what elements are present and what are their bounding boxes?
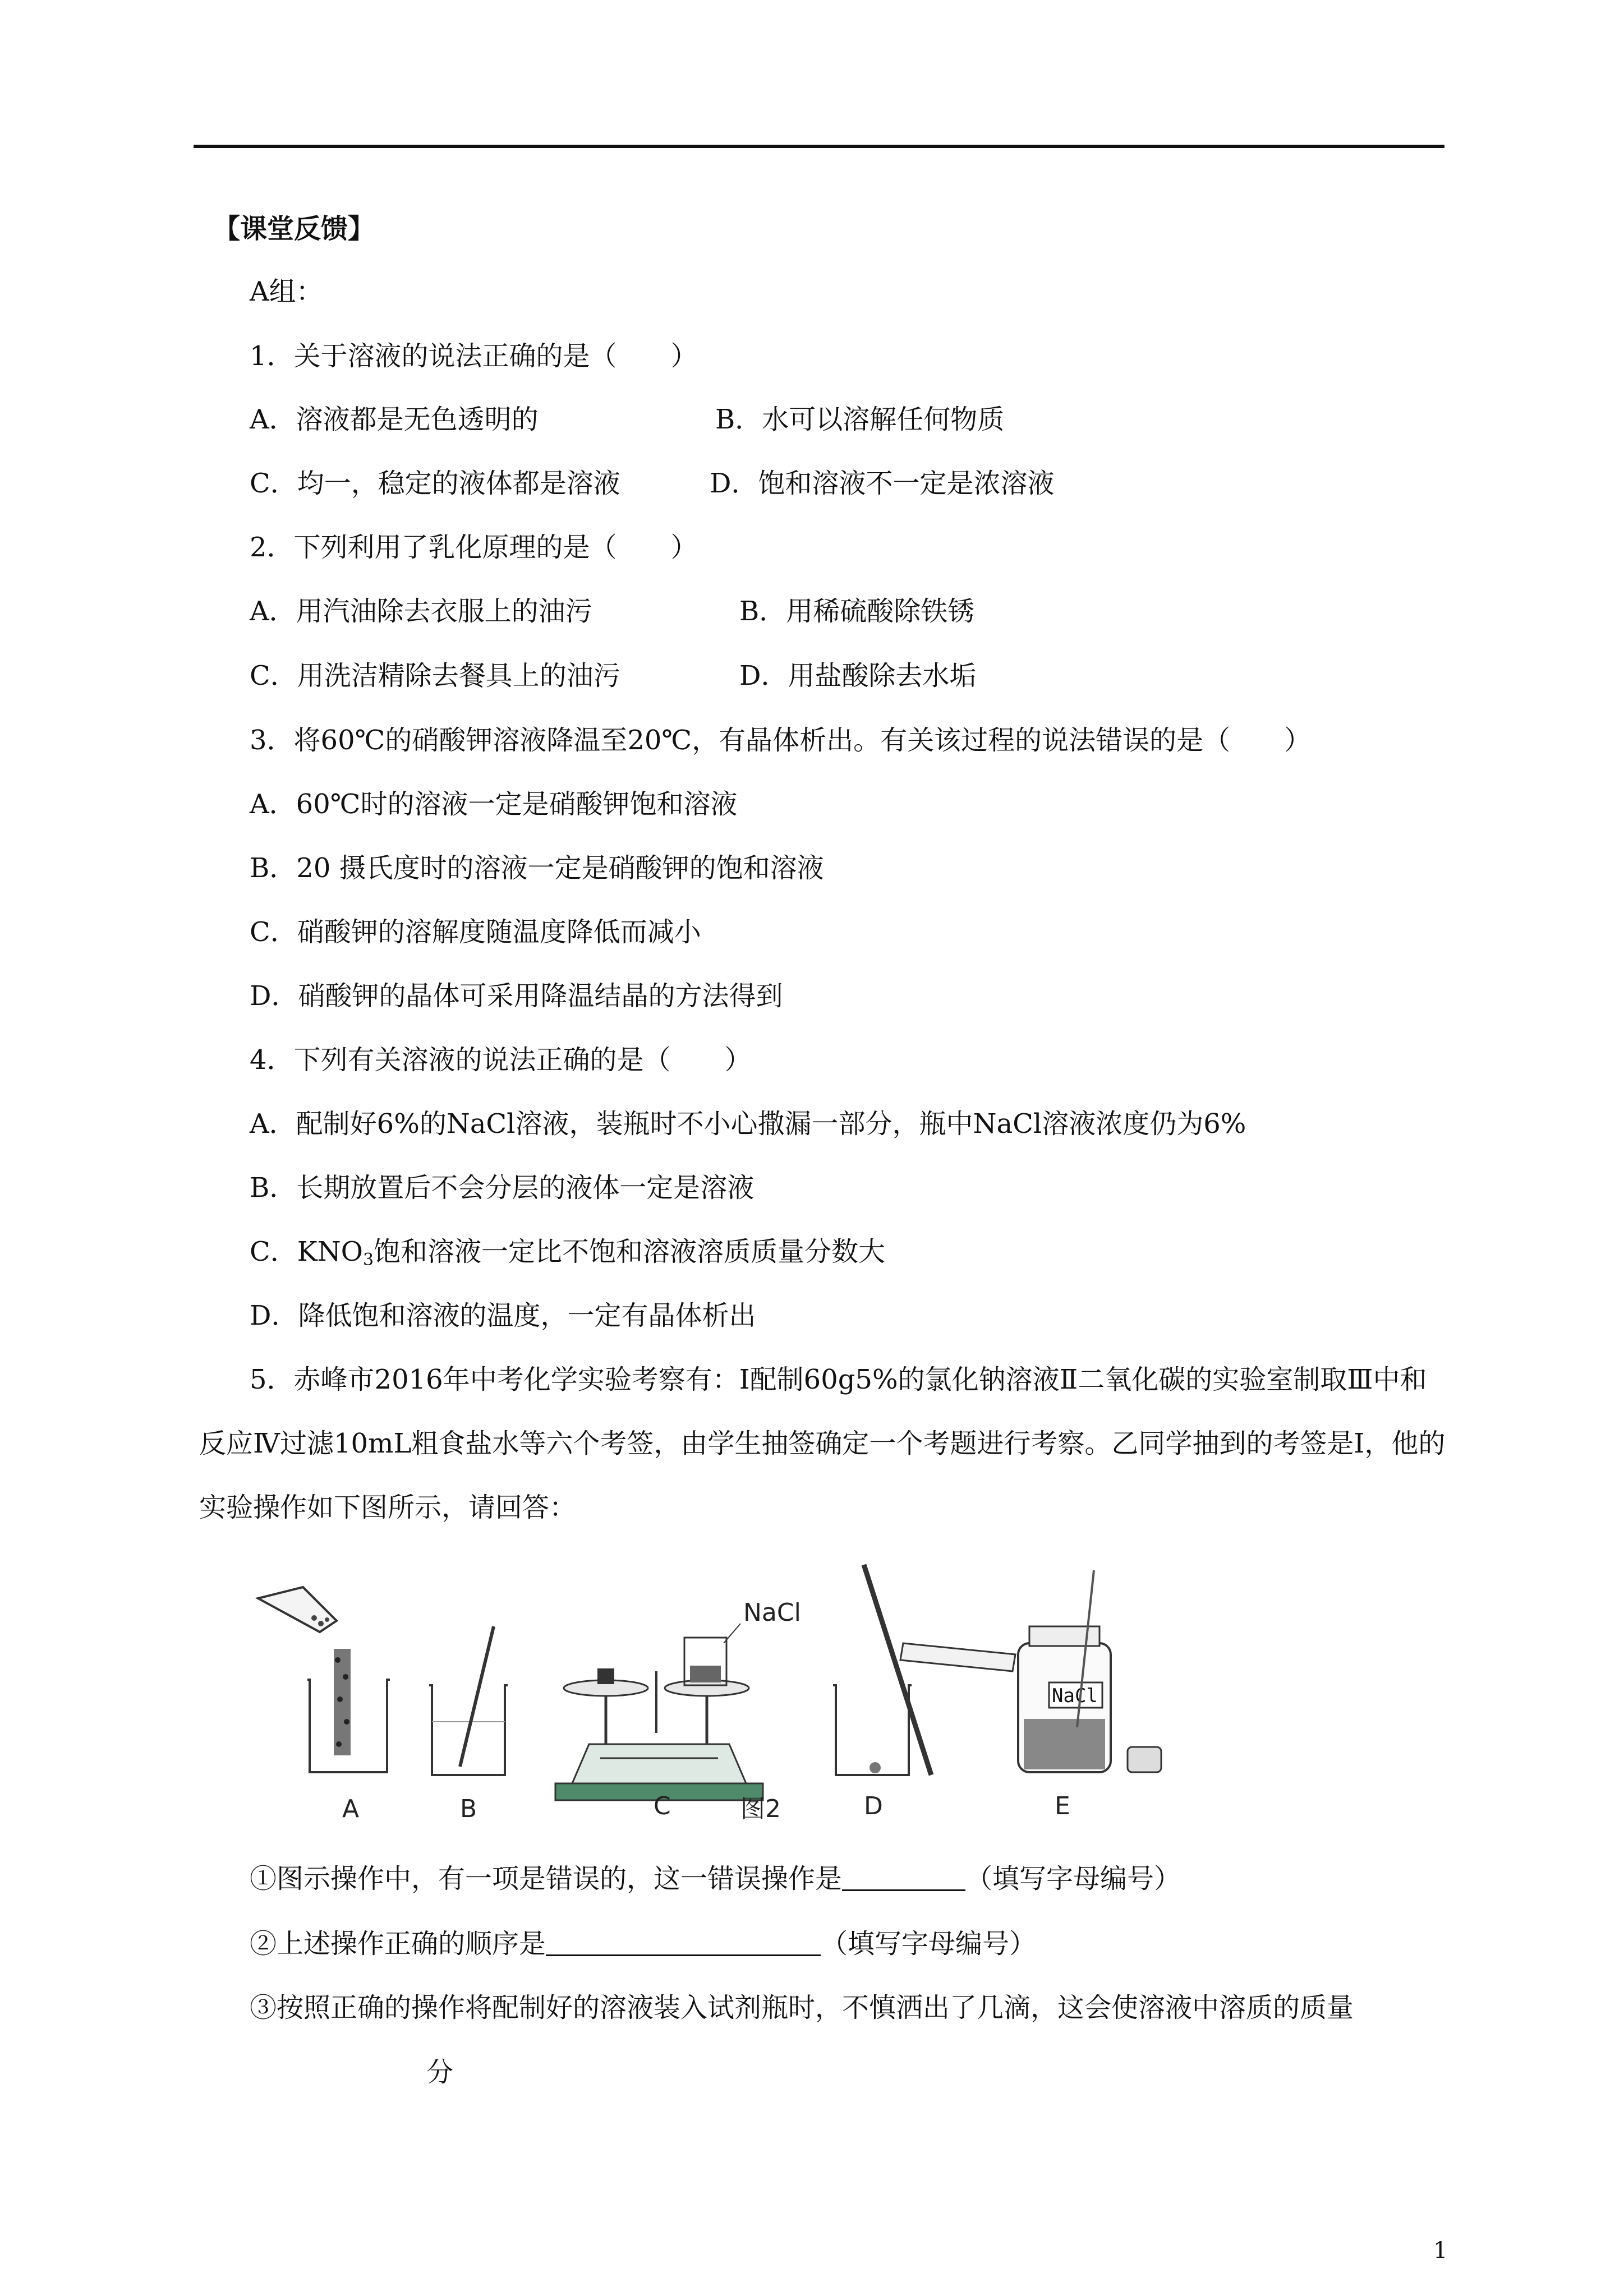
experiment-figure — [236, 1559, 1189, 1823]
q4-option-c — [250, 1235, 885, 1277]
q1-option-b: B．水可以溶解任何物质 — [715, 404, 1005, 435]
q1-option-a: A．溶液都是无色透明的 — [250, 404, 539, 435]
q3-stem: 3．将60℃的硝酸钾溶液降温至20℃，有晶体析出。有关该过程的说法错误的是（ ） — [250, 725, 1312, 756]
figure-label-c: C — [654, 1792, 671, 1820]
q1-stem: 1．关于溶液的说法正确的是（ ） — [250, 340, 698, 372]
figure-label-b: B — [460, 1795, 477, 1823]
q1-option-c: C．均一，稳定的液体都是溶液 — [250, 468, 620, 499]
q5-sub2-blank[interactable] — [546, 1932, 821, 1956]
q2-option-d: D．用盐酸除去水垢 — [739, 660, 977, 691]
q3-option-c: C．硝酸钾的溶解度随温度降低而减小 — [250, 916, 701, 948]
figure-e-nacl-label: NaCl — [1052, 1685, 1098, 1707]
q5-sub1 — [250, 1862, 1181, 1896]
figure-c-balance — [555, 1598, 801, 1800]
figure-label-e: E — [1055, 1792, 1070, 1820]
q4-option-c-subscript: 3 — [362, 1250, 374, 1270]
q5-sub1-blank[interactable] — [842, 1867, 965, 1891]
q2-stem: 2．下列利用了乳化原理的是（ ） — [250, 532, 698, 563]
q5-sub1-hint: （填写字母编号） — [965, 1863, 1181, 1894]
q4-option-c-suffix: 饱和溶液一定比不饱和溶液溶质质量分数大 — [374, 1236, 886, 1267]
q3-option-a: A．60℃时的溶液一定是硝酸钾饱和溶液 — [250, 789, 738, 820]
q4-stem: 4．下列有关溶液的说法正确的是（ ） — [250, 1044, 752, 1076]
figure-caption: 图2 — [740, 1795, 781, 1823]
q4-option-d: D．降低饱和溶液的温度，一定有晶体析出 — [250, 1300, 756, 1331]
q5-sub2 — [250, 1927, 1036, 1961]
figure-d-cylinder — [833, 1565, 1015, 1775]
q3-option-b: B．20 摄氏度时的溶液一定是硝酸钾的饱和溶液 — [250, 852, 824, 884]
group-title: A组： — [250, 276, 323, 307]
q2-option-b: B．用稀硫酸除铁锈 — [739, 596, 975, 627]
q4-option-b: B．长期放置后不会分层的液体一定是溶液 — [250, 1172, 755, 1204]
q4-option-c-prefix: C．KNO — [250, 1236, 363, 1267]
figure-label-d: D — [864, 1792, 883, 1820]
page-number: 1 — [1433, 2238, 1448, 2263]
q5-sub3: ③按照正确的操作将配制好的溶液装入试剂瓶时，不慎洒出了几滴，这会使溶液中溶质的质量 — [250, 1992, 1354, 2023]
q1-option-d: D．饱和溶液不一定是浓溶液 — [710, 468, 1055, 499]
figure-b-beaker-rod — [429, 1626, 508, 1775]
q2-option-a: A．用汽油除去衣服上的油污 — [250, 596, 592, 627]
q5-sub2-text: ②上述操作正确的顺序是 — [250, 1928, 546, 1960]
q2-option-c: C．用洗洁精除去餐具上的油污 — [250, 660, 620, 691]
figure-a-pouring-solid — [258, 1587, 390, 1772]
q5-text: 5．赤峰市2016年中考化学实验考察有：Ⅰ配制60g5%的氯化钠溶液Ⅱ二氧化碳的实验室制取Ⅲ中和反应Ⅳ过滤10mL粗食盐水等六个考签，由学生抽签确定一个考题进行考察。乙同学抽到的考签是Ⅰ，他的实验操作如下图所示，请回答： — [199, 1364, 1446, 1523]
q5-sub3-continued: 分 — [426, 2057, 454, 2088]
q3-option-d: D．硝酸钾的晶体可采用降温结晶的方法得到 — [250, 980, 783, 1012]
q4-option-a: A．配制好6%的NaCl溶液，装瓶时不小心撒漏一部分，瓶中NaCl溶液浓度仍为6% — [250, 1108, 1246, 1140]
q5-sub2-hint: （填写字母编号） — [821, 1928, 1037, 1960]
figure-label-a: A — [342, 1795, 360, 1823]
header-rule — [194, 145, 1444, 148]
section-title: 【课堂反馈】 — [213, 213, 375, 245]
q5-sub1-text: ①图示操作中，有一项是错误的，这一错误操作是 — [250, 1863, 843, 1894]
figure-c-nacl-label: NaCl — [743, 1598, 801, 1627]
figure-e-reagent-bottle — [1018, 1570, 1161, 1772]
